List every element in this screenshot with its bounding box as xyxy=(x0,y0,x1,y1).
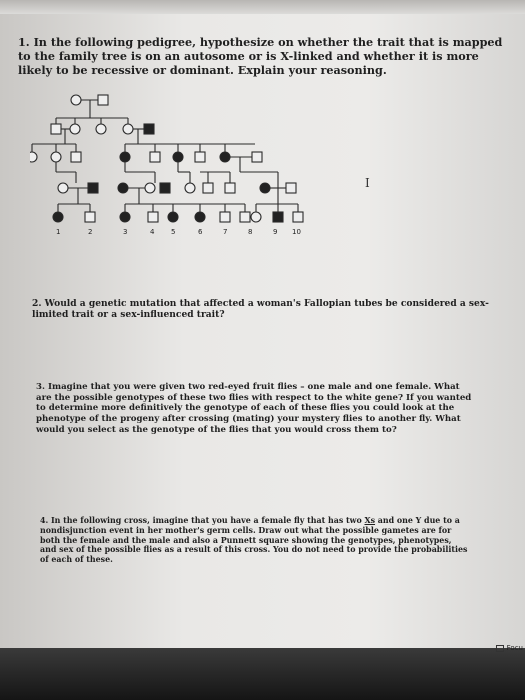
pedigree-male xyxy=(150,152,160,162)
pedigree-number: 7 xyxy=(223,228,228,236)
pedigree-female xyxy=(51,152,61,162)
pedigree-female xyxy=(96,124,106,134)
pedigree-male xyxy=(195,152,205,162)
question-3: 3. Imagine that you were given two red-eyed fruit flies – one male and one female. What are the possible genotypes of these two flies with respect to the white gene? If you wanted to determine more definitively the genotype of each of these flies you could look at the phenotype of the progeny after crossing (mating) your mystery flies to another fly. What would you select as the genotype of the flies that you would cross them to? xyxy=(36,382,472,435)
pedigree-affected-female xyxy=(120,152,130,162)
pedigree-number: 8 xyxy=(248,228,253,236)
question-1: 1. In the following pedigree, hypothesize on whether the trait that is mapped to the family tree is on an autosome or is X-linked and whether it is more likely to be recessive or dominant. Explain your reasoning. xyxy=(18,35,503,77)
pedigree-male xyxy=(51,124,61,134)
question-4-part2: and one Y due to a nondisjunction event in her mother's germ cells. Draw out what the possible gametes are for both the female and the male and also a Punnett square showing the genotypes, phenotypes, and sex of the possible flies as a result of this cross. You do xyxy=(40,516,460,555)
pedigree-number: 2 xyxy=(88,228,93,236)
focus-icon xyxy=(496,645,504,652)
pedigree-female xyxy=(30,152,37,162)
pedigree-male xyxy=(148,212,158,222)
pedigree-male xyxy=(98,95,108,105)
text-cursor-icon: I xyxy=(365,176,370,190)
pedigree-affected-male xyxy=(273,212,283,222)
pedigree-affected-male xyxy=(160,183,170,193)
pedigree-number: 1 xyxy=(56,228,61,236)
question-4-part3: need to provide the probabilities of each of these. xyxy=(40,545,468,565)
pedigree-male xyxy=(293,212,303,222)
question-4-emphasis-xs: Xs xyxy=(364,516,376,525)
pedigree-number: 6 xyxy=(198,228,203,236)
focus-button-label: Focu xyxy=(506,644,523,652)
focus-button[interactable] xyxy=(494,642,525,654)
question-4-part1: 4. In the following cross, imagine that you have a female fly that has two xyxy=(40,516,365,525)
question-2: 2. Would a genetic mutation that affected a woman's Fallopian tubes be considered a sex-limited trait or a sex-influenced trait? xyxy=(32,298,489,321)
pedigree-male xyxy=(71,152,81,162)
pedigree-female xyxy=(70,124,80,134)
pedigree-male xyxy=(85,212,95,222)
pedigree-number: 3 xyxy=(123,228,128,236)
pedigree-number: 5 xyxy=(171,228,176,236)
pedigree-affected-female xyxy=(168,212,178,222)
pedigree-number: 4 xyxy=(150,228,155,236)
pedigree-affected-female xyxy=(195,212,205,222)
dark-bottom-area xyxy=(0,648,525,700)
pedigree-affected-male xyxy=(144,124,154,134)
pedigree-male xyxy=(252,152,262,162)
pedigree-female xyxy=(251,212,261,222)
pedigree-number: 9 xyxy=(273,228,278,236)
top-edge xyxy=(0,0,525,14)
pedigree-affected-female xyxy=(120,212,130,222)
pedigree-affected-male xyxy=(88,183,98,193)
pedigree-affected-female xyxy=(53,212,63,222)
pedigree-male xyxy=(286,183,296,193)
question-4-emphasis-not: not xyxy=(305,545,320,555)
pedigree-number: 10 xyxy=(292,228,301,236)
pedigree-affected-female xyxy=(173,152,183,162)
pedigree-female xyxy=(185,183,195,193)
question-4 xyxy=(40,516,470,565)
pedigree-female xyxy=(71,95,81,105)
pedigree-female xyxy=(58,183,68,193)
pedigree-affected-female xyxy=(220,152,230,162)
pedigree-affected-female xyxy=(260,183,270,193)
pedigree-male xyxy=(220,212,230,222)
pedigree-female xyxy=(145,183,155,193)
pedigree-chart xyxy=(30,88,330,243)
pedigree-male xyxy=(225,183,235,193)
pedigree-male xyxy=(203,183,213,193)
pedigree-affected-female xyxy=(118,183,128,193)
pedigree-male xyxy=(240,212,250,222)
pedigree-female xyxy=(123,124,133,134)
